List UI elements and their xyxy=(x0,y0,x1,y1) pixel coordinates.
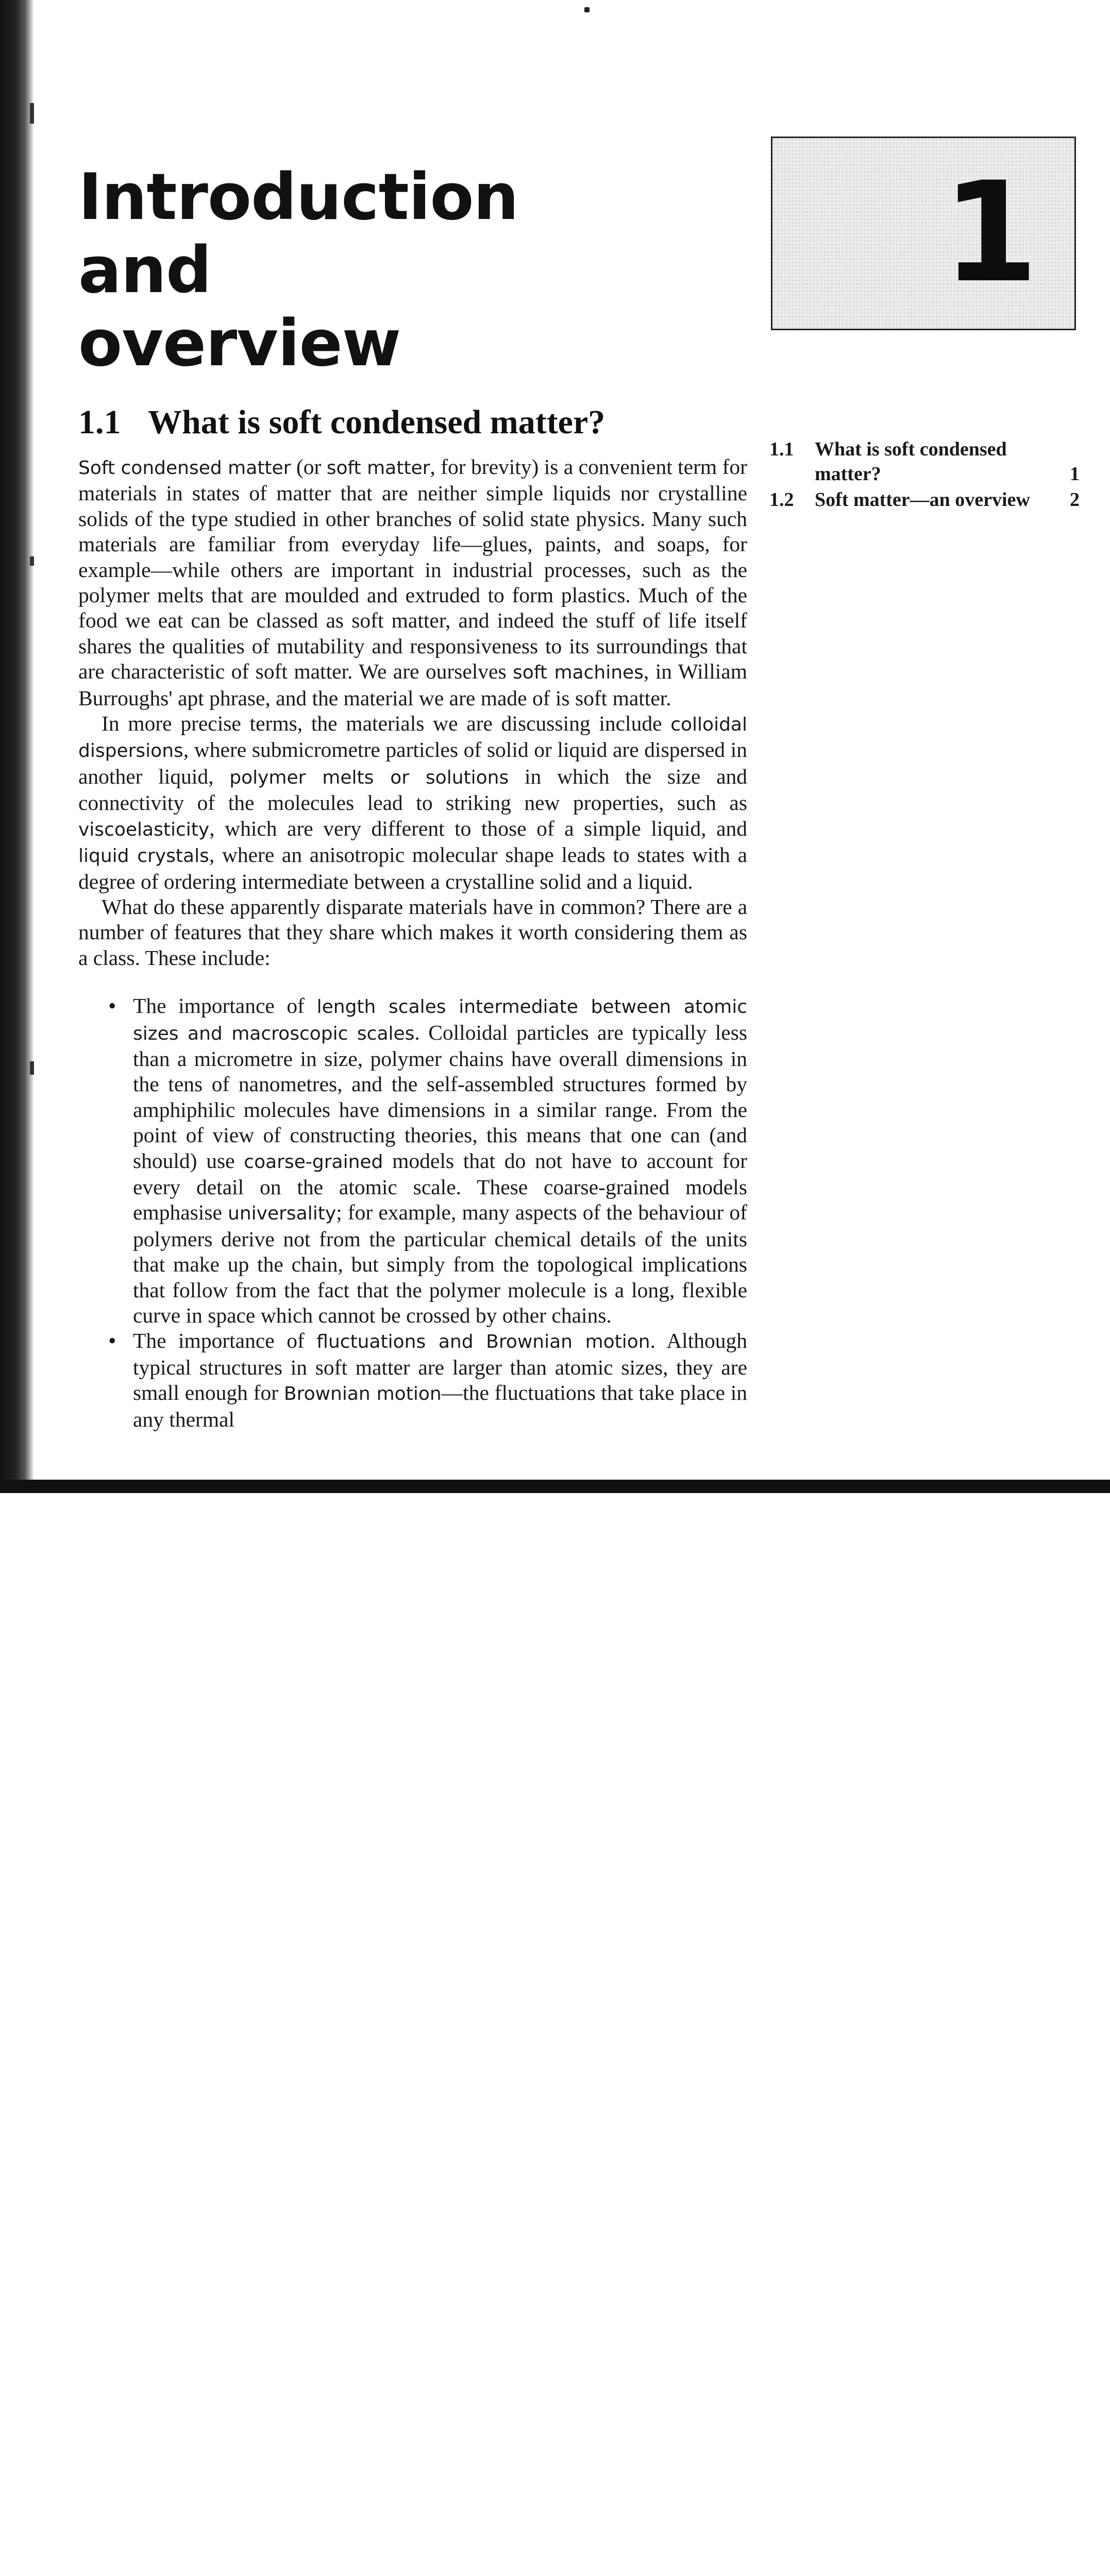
toc-entry[interactable] xyxy=(769,437,1080,486)
section-title: What is soft condensed matter? xyxy=(148,403,606,441)
keyword: viscoelasticity xyxy=(78,819,210,840)
text-run: ; for example, many aspects of the behaviour of polymers derive not from the particular chemical details of the units that make up the chain, but simply from the topological implications that follow from the fact that the polymer molecule is a long, flexible curve in space which cannot be crossed by other chains. xyxy=(133,1200,747,1327)
keyword: liquid crystals xyxy=(78,845,209,867)
paragraph-2 xyxy=(78,711,747,894)
text-run: . Although typical structures in soft matter are larger than atomic sizes, they are small enough for xyxy=(133,1329,747,1405)
text-run: in which the size and connectivity of the molecules lead to striking new properties, such as xyxy=(78,764,748,815)
keyword: length scales intermediate between atomic sizes and macroscopic scales xyxy=(133,996,747,1044)
feature-list xyxy=(78,993,747,1432)
scan-speck xyxy=(30,556,34,566)
keyword: Brownian motion xyxy=(283,1383,442,1405)
section-number: 1.1 xyxy=(78,403,121,441)
text-run: , where submicrometre particles of solid or liquid are dispersed in another liquid, xyxy=(78,738,747,788)
keyword: universality xyxy=(228,1203,337,1225)
toc-entry-title: Soft matter—an overview xyxy=(815,489,1030,511)
chapter-number: 1 xyxy=(942,152,1038,313)
paragraph-3: What do these apparently disparate materials have in common? There are a number of features that they share which makes it worth considering them as a class. These include: xyxy=(78,894,747,970)
text-run: —the fluctuations that take place in any thermal xyxy=(133,1381,747,1431)
section-heading xyxy=(78,402,748,443)
keyword: soft matter xyxy=(326,457,430,479)
toc-entry-number: 1.1 xyxy=(769,438,794,460)
page-bottom-edge xyxy=(0,1480,1110,1493)
chapter-title xyxy=(78,161,594,380)
text-run: , where an anisotropic molecular shape leads to states with a degree of ordering intermediate between a crystalline solid and a liquid. xyxy=(78,843,748,893)
text-run: , in William Burroughs' apt phrase, and the material we are made of is soft matter. xyxy=(78,659,747,710)
keyword: polymer melts or solutions xyxy=(229,767,509,788)
list-item xyxy=(133,993,747,1328)
text-run: The importance of xyxy=(133,1329,317,1353)
keyword: colloidal dispersions xyxy=(78,714,747,762)
page-binding-shadow xyxy=(0,0,34,1486)
text-run: , which are very different to those of a simple liquid, and xyxy=(209,816,747,840)
chapter-number-box xyxy=(771,137,1076,330)
scan-dot xyxy=(584,7,590,12)
toc-entry-page: 1 xyxy=(1070,463,1080,485)
text-run: The importance of xyxy=(133,994,317,1018)
paragraph-1 xyxy=(78,454,747,711)
chapter-contents xyxy=(769,437,1080,513)
chapter-title-line-1: Introduction and xyxy=(78,160,518,308)
keyword: coarse-grained xyxy=(244,1151,383,1173)
keyword: soft machines xyxy=(513,662,644,684)
keyword: fluctuations and Brownian motion xyxy=(316,1331,650,1353)
list-item xyxy=(133,1328,747,1432)
text-run: (or xyxy=(291,455,327,479)
body-text xyxy=(78,454,747,1432)
chapter-title-line-2: overview xyxy=(78,307,401,381)
text-run: models that do not have to account for every detail on the atomic scale. These coarse-grained models emphasise xyxy=(133,1148,747,1225)
scan-speck xyxy=(30,103,34,124)
toc-entry-title: What is soft condensed matter? xyxy=(815,438,1007,485)
text-run: , for brevity) is a convenient term for materials in states of matter that are neither simple liquids nor crystalline solids of the type studied in other branches of solid state physics. Many such materials are familiar from everyday life—glues, paints, and soaps, for example—while others are important in industrial processes, such as the polymer melts that are moulded and extruded to form plastics. Much of the food we eat can be classed as soft matter, and indeed the stuff of life itself shares the qualities of mutability and responsiveness to its surroundings that are characteristic of soft matter. We are ourselves xyxy=(78,455,747,684)
scan-speck xyxy=(30,1061,34,1075)
keyword: Soft condensed matter xyxy=(78,457,291,479)
toc-entry[interactable] xyxy=(769,487,1080,512)
text-run: . Colloidal particles are typically less than a micrometre in size, polymer chains have overall dimensions in the tens of nanometres, and the self-assembled structures formed by amphiphilic molecules have dimensions in a similar range. From the point of view of constructing theories, this means that one can (and should) use xyxy=(133,1020,747,1173)
toc-entry-number: 1.2 xyxy=(769,489,794,511)
text-run: In more precise terms, the materials we are discussing include xyxy=(102,711,671,736)
toc-entry-page: 2 xyxy=(1070,489,1080,511)
